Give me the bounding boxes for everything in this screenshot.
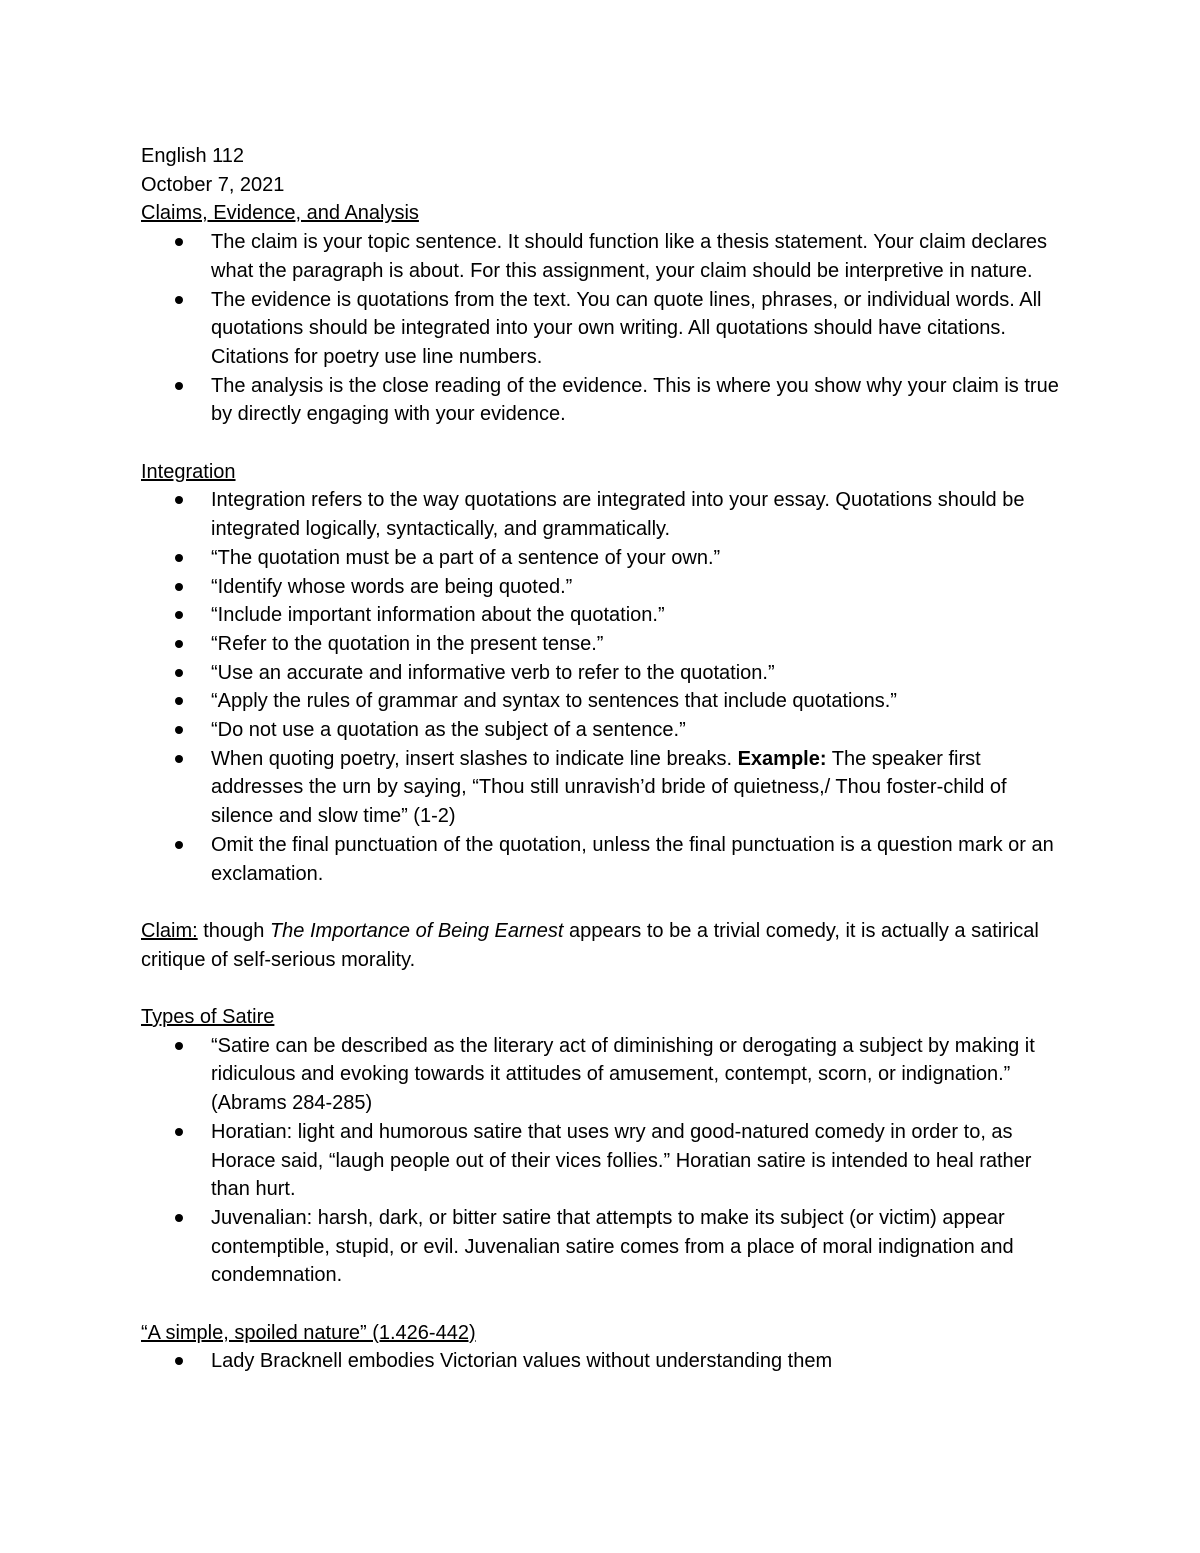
bullet-icon [175, 382, 183, 390]
satire-heading: Types of Satire [141, 1006, 275, 1029]
list-item: “Satire can be described as the literary act of diminishing or derogating a subject by making it ridiculous and evoking towards it attitudes of amusement, contempt, scorn, or indignation.” (Abrams 284-285) [141, 1032, 1061, 1118]
claims-heading: Claims, Evidence, and Analysis [141, 202, 419, 225]
bullet-icon [175, 554, 183, 562]
bullet-icon [175, 1042, 183, 1050]
list-item: “Apply the rules of grammar and syntax to sentences that include quotations.” [141, 687, 1061, 716]
list-item: “The quotation must be a part of a sentence of your own.” [141, 544, 1061, 573]
bullet-icon [175, 238, 183, 246]
satire-list [141, 1032, 1061, 1290]
claim-label: Claim: [141, 919, 198, 942]
list-item: “Do not use a quotation as the subject of a sentence.” [141, 716, 1061, 745]
bullet-icon [175, 496, 183, 504]
list-item: Horatian: light and humorous satire that uses wry and good-natured comedy in order to, as Horace said, “laugh people out of their vices follies.” Horatian satire is intended to heal rather than hurt. [141, 1118, 1061, 1204]
list-item: The claim is your topic sentence. It should function like a thesis statement. Your claim declares what the paragraph is about. For this assignment, your claim should be interpretive in nature. [141, 228, 1061, 285]
list-item: “Use an accurate and informative verb to refer to the quotation.” [141, 659, 1061, 688]
play-title: The Importance of Being Earnest [269, 919, 564, 942]
bullet-icon [175, 1357, 183, 1365]
list-item: Omit the final punctuation of the quotation, unless the final punctuation is a question mark or an exclamation. [141, 831, 1061, 888]
bullet-icon [175, 1214, 183, 1222]
example-label: Example: [737, 747, 827, 770]
bullet-icon [175, 726, 183, 734]
list-item: Lady Bracknell embodies Victorian values without understanding them [141, 1347, 1061, 1376]
spoiled-heading: “A simple, spoiled nature” (1.426-442) [141, 1321, 476, 1344]
claim-paragraph: Claim: though The Importance of Being Earnest appears to be a trivial comedy, it is actually a satirical critique of self-serious morality. [141, 919, 1039, 971]
list-item: “Identify whose words are being quoted.” [141, 573, 1061, 602]
bullet-icon [175, 841, 183, 849]
bullet-icon [175, 669, 183, 677]
list-item: The analysis is the close reading of the evidence. This is where you show why your claim is true by directly engaging with your evidence. [141, 372, 1061, 429]
course-title: English 112 [141, 145, 245, 167]
list-item: When quoting poetry, insert slashes to indicate line breaks. Example: The speaker first addresses the urn by saying, “Thou still unravish’d bride of quietness,/ Thou foster-child of silence and slow time” (1-2) [141, 745, 1061, 831]
list-item: “Include important information about the quotation.” [141, 601, 1061, 630]
bullet-icon [175, 697, 183, 705]
bullet-icon [175, 755, 183, 763]
integration-list [141, 486, 1061, 888]
bullet-icon [175, 583, 183, 591]
bullet-icon [175, 640, 183, 648]
bullet-icon [175, 296, 183, 304]
list-item: The evidence is quotations from the text. You can quote lines, phrases, or individual words. All quotations should be integrated into your own writing. All quotations should have citations. Citations for poetry use line numbers. [141, 286, 1061, 372]
integration-heading: Integration [141, 460, 236, 483]
document-page [141, 142, 1061, 1376]
claims-list [141, 228, 1061, 429]
list-item: Juvenalian: harsh, dark, or bitter satire that attempts to make its subject (or victim) appear contemptible, stupid, or evil. Juvenalian satire comes from a place of moral indignation and condemnation. [141, 1204, 1061, 1290]
list-item: Integration refers to the way quotations are integrated into your essay. Quotations should be integrated logically, syntactically, and grammatically. [141, 486, 1061, 543]
document-date: October 7, 2021 [141, 173, 285, 196]
bullet-icon [175, 1128, 183, 1136]
list-item: “Refer to the quotation in the present tense.” [141, 630, 1061, 659]
bullet-icon [175, 611, 183, 619]
spoiled-list [141, 1347, 1061, 1376]
